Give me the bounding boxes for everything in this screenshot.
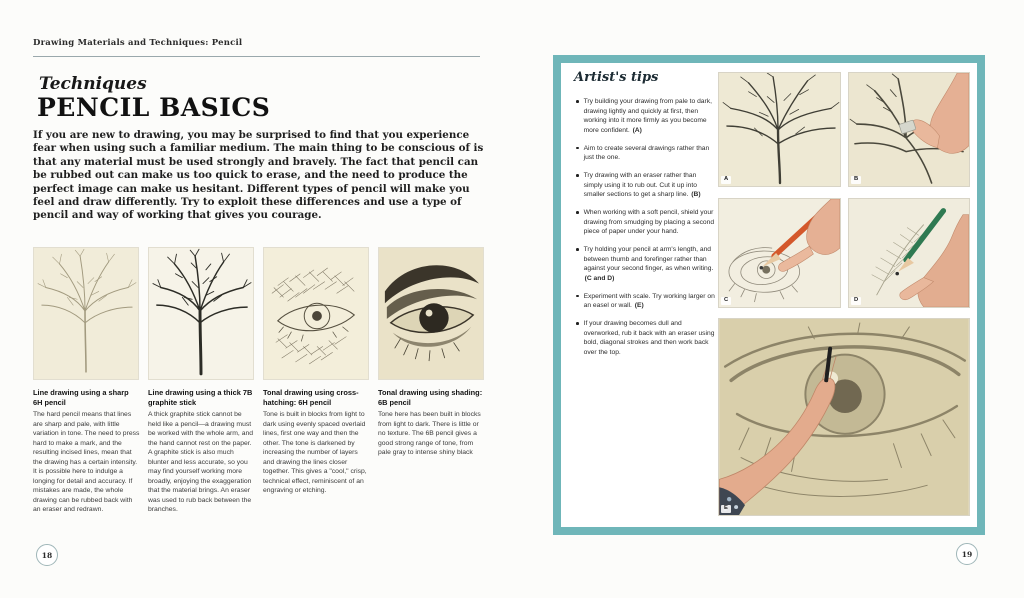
page-number-left: 18 (36, 544, 58, 566)
caption-title: Tonal drawing using shading: 6B pencil (378, 388, 483, 407)
bullet-icon (576, 174, 579, 177)
bullet-icon (576, 100, 579, 103)
photo-b-eraser-hand (848, 72, 970, 187)
artists-tips-panel (553, 55, 985, 535)
photo-label-b: B (851, 176, 861, 184)
caption-title: Line drawing using a sharp 6H pencil (33, 388, 129, 407)
intro-paragraph: If you are new to drawing, you may be surprised to find that you experience fear when using such a familiar medium. The main thing to be conscious of is that any material must be used strongly and bravely. The fact that pencil can be rubbed out can make us too quick to erase, and the need to produce the perfect image can make us hesitant. Different types of pencil will make you feel and draw differently. Try to exploit these differences and use a type of pencil and way of working that gives you courage. (33, 129, 484, 222)
photo-c-pencil-grip (718, 198, 841, 308)
caption-body: Tone here has been built in blocks from light to dark. There is little or no texture. The 6B pencil gives a good strong range of tone, from pale gray to intense shiny black (378, 411, 481, 457)
figure-tree-6h (33, 247, 139, 380)
header-rule (33, 56, 480, 57)
bullet-icon (576, 248, 579, 251)
photo-label-c: C (721, 297, 731, 305)
photo-label-a: A (721, 176, 731, 184)
figure-eye-tonal (378, 247, 484, 380)
tip-item: Try holding your pencil at arm's length, and between thumb and forefinger rather than against your second finger, as when writing. (C and D) (576, 245, 716, 283)
caption-figure-1 (33, 388, 140, 515)
pencil-grip-photo-icon (719, 199, 840, 307)
running-header: Drawing Materials and Techniques: Pencil (33, 38, 243, 48)
tip-item: Try drawing with an eraser rather than simply using it to rub out. Cut it up into smaller sections to get a sharp line. (B) (576, 171, 716, 200)
tip-item: Try building your drawing from pale to dark, drawing lightly and quickly at first, then working into it more firmly as you become more confident. (A) (576, 97, 716, 135)
tips-title: Artist's tips (574, 70, 659, 85)
caption-figure-4 (378, 388, 485, 458)
photo-label-e: E (721, 505, 731, 513)
caption-body: Tone is built in blocks from light to dark using evenly spaced overlaid lines, first one way and then the other. The tone is darkened by increasing the number of layers and drawing the lines closer together. This gives a "cool," crisp, technical effect, reminiscent of an engraving or etching. (263, 411, 367, 495)
tip-item: When working with a soft pencil, shield your drawing from smudging by placing a second piece of paper under your hand. (576, 208, 716, 237)
tree-line-drawing-dark-icon (149, 248, 253, 379)
bullet-icon (576, 295, 579, 298)
caption-body: A thick graphite stick cannot be held like a pencil—a drawing must be worked with the whole arm, and the hand cannot rest on the paper. A graphite stick is also much blunter and less accurate, so you may find yourself working more broadly, enjoying the exaggeration that the material brings. An eraser was used to rub back between the branches. (148, 411, 254, 514)
tip-item: Aim to create several drawings rather than just the one. (576, 144, 716, 163)
eye-crosshatch-drawing-icon (264, 248, 368, 379)
bullet-icon (576, 147, 579, 150)
tree-photo-icon (719, 73, 840, 186)
page-title: PENCIL BASICS (37, 93, 271, 122)
eye-tonal-drawing-icon (379, 248, 483, 379)
green-pencil-photo-icon (849, 199, 969, 307)
eraser-hand-photo-icon (849, 73, 969, 186)
figure-eye-crosshatch (263, 247, 369, 380)
section-kicker: Techniques (39, 74, 147, 94)
tips-list (576, 97, 716, 366)
bullet-icon (576, 322, 579, 325)
page-number-right: 19 (956, 543, 978, 565)
figure-tree-7b (148, 247, 254, 380)
photo-a-tree-drawing (718, 72, 841, 187)
large-eye-drawing-photo-icon (719, 319, 969, 515)
tree-line-drawing-light-icon (34, 248, 138, 379)
caption-figure-3 (263, 388, 370, 496)
caption-body: The hard pencil means that lines are sharp and pale, with little variation in tone. The need to press hard to make a mark, and the resulting incised lines, mean that the drawing has a certain intensity. It is possible here to indulge a longing for detail and accuracy. If mistakes are made, the whole drawing can be rubbed back with an eraser and redrawn. (33, 411, 140, 514)
photo-d-pencil-writing (848, 198, 970, 308)
caption-title: Tonal drawing using cross-hatching: 6H pencil (263, 388, 359, 407)
tip-item: Experiment with scale. Try working larger on an easel or wall. (E) (576, 292, 716, 311)
caption-figure-2 (148, 388, 255, 515)
bullet-icon (576, 211, 579, 214)
tip-item: If your drawing becomes dull and overworked, rub it back with an eraser using bold, diagonal strokes and then work back over the top. (576, 319, 716, 357)
photo-label-d: D (851, 297, 861, 305)
caption-title: Line drawing using a thick 7B graphite stick (148, 388, 253, 407)
photo-e-large-eye-drawing (718, 318, 970, 516)
